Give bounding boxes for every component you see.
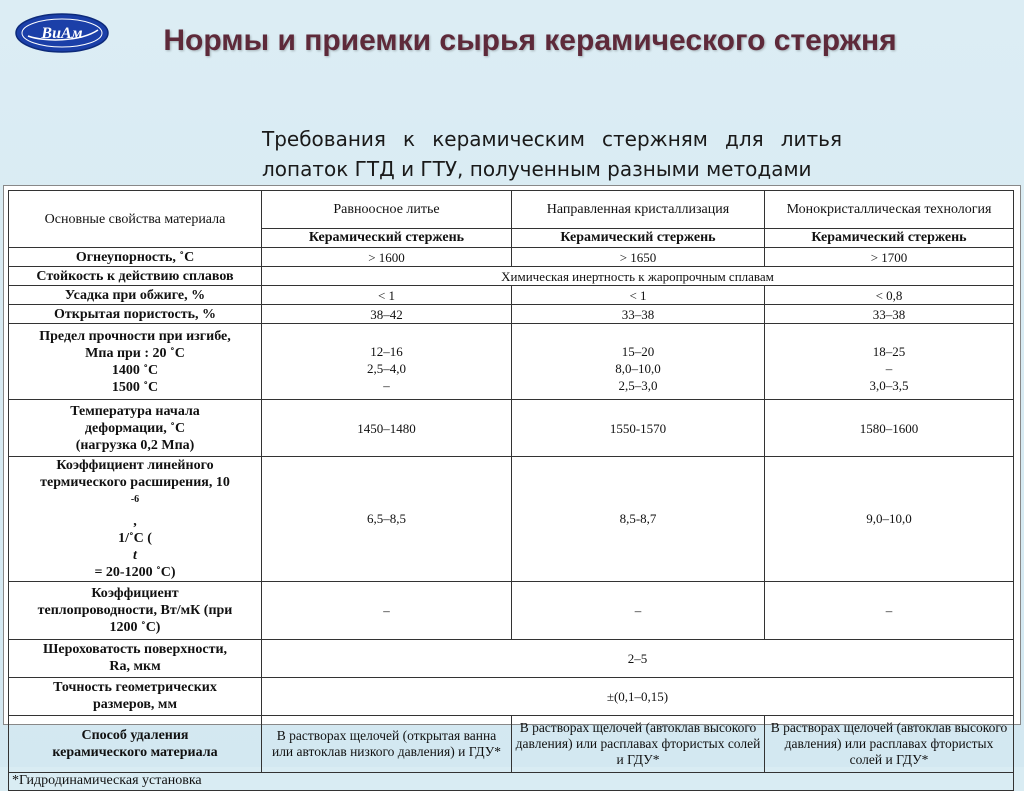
table-row (9, 305, 1014, 324)
row-label-line: Предел прочности при изгибе, (39, 328, 231, 344)
table-row (9, 286, 1014, 305)
cell-value: – (262, 581, 512, 639)
row-label-line: Коэффициент линейного (56, 458, 214, 473)
cell-merged-value: ±(0,1–0,15) (262, 677, 1014, 715)
row-label (9, 677, 262, 715)
cell-merged-value: Химическая инертность к жаропрочным сплавам (262, 267, 1014, 286)
row-label-line: Температура начала (70, 403, 200, 419)
header-directional: Направленная кристаллизация (512, 191, 765, 229)
value-line: 2,5–4,0 (367, 361, 406, 376)
table-row (9, 267, 1014, 286)
table-row (9, 677, 1014, 715)
header-property: Основные свойства материала (9, 191, 262, 248)
requirements-table-frame (3, 185, 1021, 789)
table-footnote: *Гидродинамическая установка (9, 772, 1014, 790)
label-italic: t (133, 547, 137, 563)
caption-line-1: Требования к керамическим стержням для литья (262, 127, 842, 151)
cell-value: < 1 (512, 286, 765, 305)
subheader-core-1: Керамический стержень (262, 229, 512, 248)
table-footnote-row (9, 772, 1014, 790)
row-label (9, 639, 262, 677)
cell-value: 33–38 (765, 305, 1014, 324)
cell-value (512, 324, 765, 400)
value-line: 12–16 (370, 344, 403, 359)
row-label (9, 400, 262, 457)
label-part: 1/˚С ( (118, 530, 152, 546)
row-label-line: Точность геометрических (53, 680, 217, 696)
label-part: = 20-1200 ˚С) (94, 564, 176, 580)
row-label-line: 1200 ˚С) (109, 619, 161, 635)
logo-text: ВиАм (41, 25, 83, 42)
header-equiaxed: Равноосное литье (262, 191, 512, 229)
value-line: 18–25 (872, 344, 906, 359)
value-line: – (885, 361, 893, 376)
row-label (9, 715, 262, 772)
row-label: Открытая пористость, % (9, 305, 262, 324)
cell-value: > 1600 (262, 248, 512, 267)
row-label: Усадка при обжиге, % (9, 286, 262, 305)
cell-value: 1580–1600 (765, 400, 1014, 457)
logo-emblem (14, 12, 110, 54)
row-label-line (12, 530, 258, 581)
cell-value (262, 324, 512, 400)
value-line: 8,0–10,0 (615, 361, 661, 376)
row-label: Стойкость к действию сплавов (9, 267, 262, 286)
subheader-core-3: Керамический стержень (765, 229, 1014, 248)
row-label-line: 1400 ˚С (111, 362, 159, 378)
table-row (9, 715, 1014, 772)
requirements-table (8, 190, 1014, 791)
cell-value: < 0,8 (765, 286, 1014, 305)
value-line: – (383, 378, 390, 393)
row-label: Огнеупорность, ˚С (9, 248, 262, 267)
cell-value: 38–42 (262, 305, 512, 324)
caption-line-2: лопаток ГТД и ГТУ, полученным разными методами (262, 157, 812, 181)
row-label-line: Ra, мкм (109, 659, 161, 675)
cell-value: 33–38 (512, 305, 765, 324)
value-line: 15–20 (621, 344, 655, 359)
value-line: 2,5–3,0 (618, 378, 658, 393)
slide-title: Нормы и приемки сырья керамического стержня (163, 24, 897, 57)
row-label (9, 581, 262, 639)
cell-merged-value: 2–5 (262, 639, 1014, 677)
label-part: термического расширения, 10 (40, 475, 230, 490)
row-label-line (12, 474, 258, 530)
cell-value: > 1700 (765, 248, 1014, 267)
row-label-line: размеров, мм (92, 697, 178, 713)
cell-value: > 1650 (512, 248, 765, 267)
cell-value: 9,0–10,0 (765, 457, 1014, 582)
value-line: 3,0–3,5 (869, 378, 909, 393)
cell-value: В растворах щелочей (автоклав высокого давления) или расплавах фтористых солей и ГДУ* (765, 715, 1014, 772)
table-row (9, 324, 1014, 400)
row-label-line: Коэффициент (91, 585, 179, 601)
subheader-core-2: Керамический стержень (512, 229, 765, 248)
row-label-line: 1500 ˚С (111, 379, 159, 395)
table-row (9, 457, 1014, 582)
table-row (9, 248, 1014, 267)
label-superscript: -6 (130, 494, 140, 505)
cell-value: 1550-1570 (512, 400, 765, 457)
company-logo (14, 12, 110, 54)
cell-value (765, 324, 1014, 400)
cell-value: – (765, 581, 1014, 639)
row-label-line: керамического материала (52, 744, 218, 760)
cell-value: 8,5-8,7 (512, 457, 765, 582)
cell-value: 1450–1480 (262, 400, 512, 457)
row-label-line: деформации, ˚С (84, 420, 186, 436)
row-label-line: (нагрузка 0,2 Мпа) (75, 437, 195, 453)
row-label (9, 324, 262, 400)
label-part: , (133, 513, 137, 529)
header-single-crystal: Монокристаллическая технология (765, 191, 1014, 229)
cell-value: 6,5–8,5 (262, 457, 512, 582)
row-label-line: Способ удаления (81, 727, 189, 743)
cell-value: В растворах щелочей (автоклав высокого давления) или расплавах фтористых солей и ГДУ* (512, 715, 765, 772)
row-label-line: Шероховатость поверхности, (42, 642, 228, 658)
cell-value: – (512, 581, 765, 639)
table-header-row (9, 191, 1014, 229)
table-row (9, 639, 1014, 677)
row-label-line: Мпа при : 20 ˚С (85, 345, 185, 361)
table-row (9, 581, 1014, 639)
table-row (9, 400, 1014, 457)
table-caption (262, 124, 842, 184)
row-label-line: теплопроводности, Вт/мК (при (37, 602, 233, 618)
cell-value: < 1 (262, 286, 512, 305)
cell-value: В растворах щелочей (открытая ванна или автоклав низкого давления) и ГДУ* (262, 715, 512, 772)
row-label (9, 457, 262, 582)
